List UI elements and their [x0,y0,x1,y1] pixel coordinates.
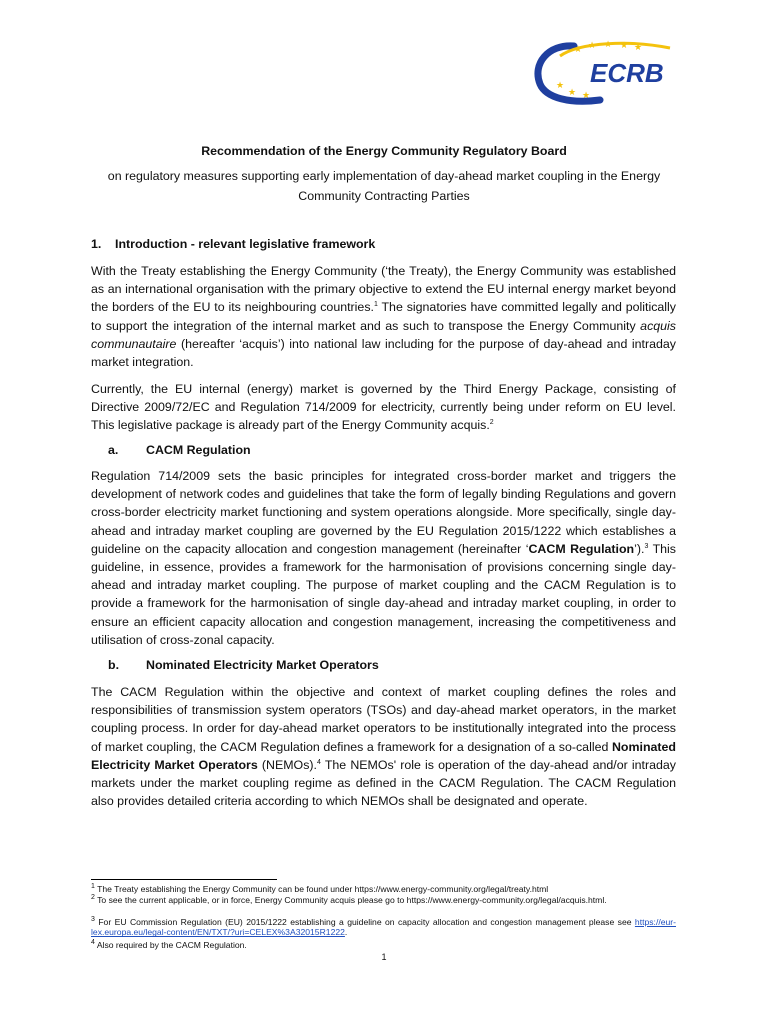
footnote-text: . [344,927,348,938]
text-run: (hereafter ‘acquis’) into national law including for the purpose of day-ahead and intraday market integration. [91,336,676,370]
section-1-heading [91,237,375,251]
footnote-text: The Treaty establishing the Energy Community can be found under https://www.energy-community.org/legal/treaty.html [94,884,549,894]
footnote-number: 2 [91,894,95,902]
section-b-paragraph [91,683,676,810]
svg-text:★: ★ [574,45,583,55]
section-a-letter: a. [108,443,119,457]
footnote-ref-1: 1 [373,301,378,309]
text-run: The CACM Regulation within the objective and context of market coupling defines the roles and responsibilities of transmission system operators (TSOs) and day-ahead market operators, in the market coupling process. In order for day-ahead market operators to be institutionally integrated into the process of market coupling, the CACM Regulation defines a framework for a designation of a so-called [91,685,676,754]
text-run: (NEMOs). [257,757,317,772]
section-a-paragraph [91,467,676,649]
svg-text:★: ★ [588,41,597,51]
footnote-text: To see the current applicable, or in force, Energy Community acquis please go to https://www.energy-community.org/legal/acquis.html. [94,895,607,905]
section-a-heading [108,443,251,457]
logo-text: ECRB [590,58,664,88]
footnote-3-link[interactable]: https://eur-lex.europa.eu/legal-content/EN/TXT/?uri=CELEX%3A32015R1222 [91,917,676,938]
svg-text:★: ★ [634,43,643,53]
footnote-number: 1 [91,883,95,891]
text-run: ’). [634,541,645,556]
text-run: The NEMOs' role is operation of the day-ahead and/or intraday markets under the market coupling regime as defined in the CACM Regulation. The CACM Regulation also provides detailed criteria according to which NEMOs shall be designated and operate. [91,757,676,809]
svg-text:★: ★ [568,88,577,98]
section-b-title: Nominated Electricity Market Operators [146,658,379,672]
section-1-paragraph-1 [91,262,676,371]
section-b-heading [108,658,379,672]
footnote-divider [91,879,277,880]
document-subtitle: on regulatory measures supporting early implementation of day-ahead market coupling in the Energy Community Contracting Parties [107,169,661,203]
footnote-1 [91,884,676,894]
svg-text:★: ★ [620,41,629,51]
footnote-2 [91,895,676,905]
footnote-ref-4: 4 [316,758,321,766]
text-bold: CACM Regulation [528,541,635,556]
text-run: This guideline, in essence, provides a framework for the harmonisation of provisions concerning single day-ahead and intraday market coupling. The purpose of market coupling and the CACM Regulation is to provide a framework for the harmonisation of single day-ahead and intraday market coupling, in order to ensure an efficient capacity allocation and congestion management, increasing the competitiveness and utilisation of cross-zonal capacity. [91,541,676,647]
section-b-letter: b. [108,658,120,672]
footnote-4 [91,940,676,950]
svg-text:★: ★ [556,81,565,91]
text-italic: acquis communautaire [91,318,676,351]
svg-text:★: ★ [604,40,613,50]
ecrb-logo [530,40,680,106]
page-number: 1 [381,952,387,962]
document-title: Recommendation of the Energy Community Regulatory Board [201,144,567,158]
footnote-ref-2: 2 [489,419,494,427]
footnote-number: 4 [91,939,95,947]
section-1-title: Introduction - relevant legislative framework [115,237,376,251]
section-a-title: CACM Regulation [146,443,251,457]
footnote-text: For EU Commission Regulation (EU) 2015/1222 establishing a guideline on capacity allocation and congestion management please see [94,917,635,927]
footnote-text: Also required by the CACM Regulation. [94,940,247,950]
text-run: With the Treaty establishing the Energy Community (‘the Treaty), the Energy Community was established as an international organisation with the primary objective to extend the EU internal energy market beyond the borders of the EU to its neighbouring countries. [91,264,676,315]
text-bold: Nominated Electricity Market Operators [91,739,676,772]
text-run: Currently, the EU internal (energy) market is governed by the Third Energy Package, consisting of Directive 2009/72/EC and Regulation 714/2009 for electricity, currently being under reform on EU level. This legislative package is already part of the Energy Community acquis. [91,382,676,433]
section-1-paragraph-2 [91,380,676,435]
footnote-number: 3 [91,916,95,924]
text-run: The signatories have committed legally and politically to support the integration of the internal market and as such to transpose the Energy Community [91,300,676,333]
section-1-number: 1. [91,237,102,251]
footnote-3 [91,917,676,938]
footnote-ref-3: 3 [644,542,649,550]
svg-text:★: ★ [582,91,591,101]
text-run: Regulation 714/2009 sets the basic principles for integrated cross-border market and triggers the development of network codes and guidelines that take the form of legally binding Regulations and govern cross-border electricity market functioning and system operations alongside. More specifically, single day-ahead and intraday market coupling are governed by the EU Regulation 2015/1222 which establishes a guideline on the capacity allocation and congestion management (hereinafter ‘ [91,469,676,556]
